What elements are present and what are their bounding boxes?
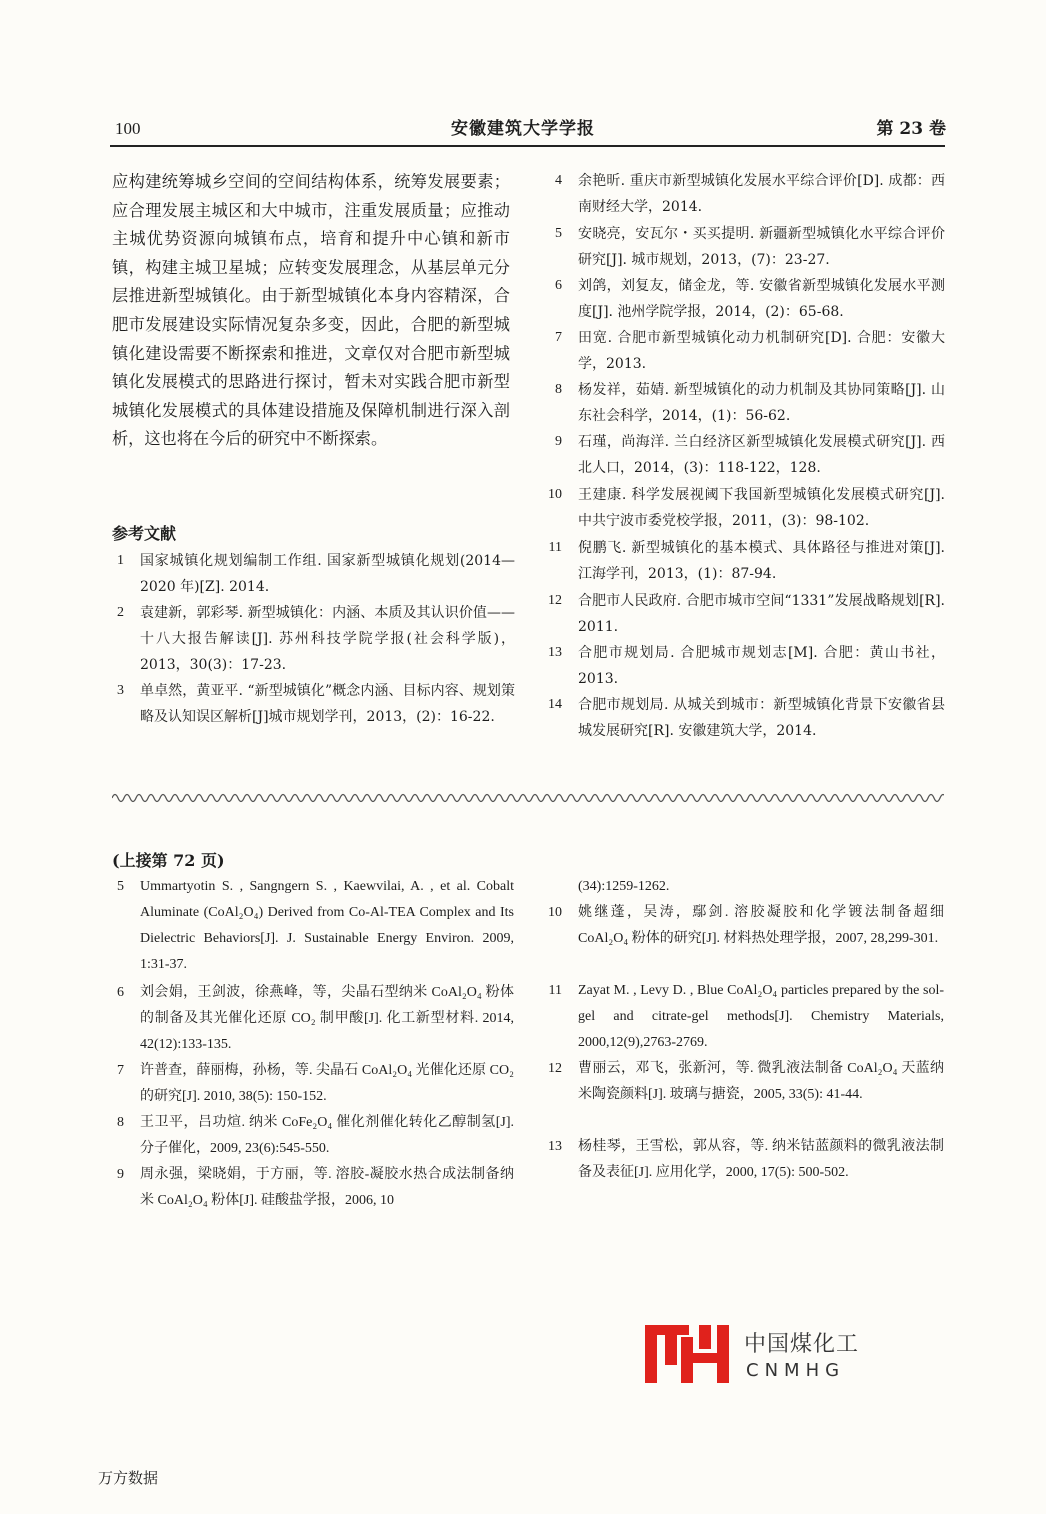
reference-number: 10: [548, 487, 562, 502]
reference-number: 14: [548, 697, 562, 712]
reference-text: 余艳昕. 重庆市新型城镇化发展水平综合评价[D]. 成都：西南财经大学，2014.: [578, 173, 945, 215]
reference-item: [540, 221, 945, 273]
reference-number: 3: [117, 683, 124, 698]
reference-number: 11: [548, 983, 562, 998]
reference-item: [110, 600, 515, 678]
reference-text: 王卫平，吕功煊. 纳米 CoFe₂O₄ 催化剂催化转化乙醇制氢[J]. 分子催化，2009, 23(6):545-550.: [140, 1115, 514, 1156]
reference-item: [540, 978, 944, 1056]
journal-title: 安徽建筑大学学报: [451, 119, 595, 139]
volume-label: 第 23 卷: [876, 119, 946, 139]
reference-text: Ummartyotin S. , Sangngern S. , Kaewvilai, A. , et al. Cobalt Aluminate (CoAl₂O₄) Derived from Co-Al-TEA Complex and Its Dielectric Behaviors[J]. J. Sustainable Energy Environ. 2009, 1:31-37.: [140, 879, 514, 972]
reference-text: 姚继蓬，吴涛，鄢剑. 溶胶凝胶和化学镀法制备超细 CoAl₂O₄ 粉体的研究[J]. 材料热处理学报，2007, 28,299-301.: [578, 905, 944, 946]
reference-number: 9: [555, 434, 562, 449]
reference-number: 8: [555, 382, 562, 397]
reference-text: 周永强，梁晓娟，于方丽，等. 溶胶-凝胶水热合成法制备纳米 CoAl₂O₄ 粉体[J]. 硅酸盐学报，2006, 10: [140, 1167, 514, 1208]
reference-text: 田宽. 合肥市新型城镇化动力机制研究[D]. 合肥：安徽大学，2013.: [578, 330, 945, 372]
wave-divider-icon: [112, 786, 944, 810]
reference-text: 合肥市规划局. 合肥城市规划志[M]. 合肥：黄山书社，2013.: [578, 645, 945, 687]
reference-item: [110, 1110, 514, 1162]
reference-text: 王建康. 科学发展视阈下我国新型城镇化发展模式研究[J]. 中共宁波市委党校学报，2011，(3)：98-102.: [578, 487, 945, 529]
reference-number: 13: [548, 1139, 562, 1154]
reference-item: [540, 273, 945, 325]
cnmhg-logo-icon: [641, 1323, 741, 1387]
reference-item: [110, 1162, 514, 1214]
reference-number: 13: [548, 645, 562, 660]
reference-text: 杨桂琴，王雪松，郭从容，等. 纳米钴蓝颜料的微乳液法制备及表征[J]. 应用化学，2000, 17(5): 500-502.: [578, 1139, 944, 1180]
reference-item: [540, 900, 944, 952]
reference-number: 11: [548, 540, 562, 555]
reference-text: 石瑾，尚海洋. 兰白经济区新型城镇化发展模式研究[J]. 西北人口，2014，(3)：118-122，128.: [578, 434, 945, 476]
reference-text: 倪鹏飞. 新型城镇化的基本模式、具体路径与推进对策[J]. 江海学刊，2013，(1)：87-94.: [578, 540, 945, 582]
reference-item: [540, 692, 945, 744]
reference-continuation: [540, 874, 944, 900]
reference-item: [110, 548, 515, 600]
reference-number: 10: [548, 905, 562, 920]
logo-name-cn: 中国煤化工: [744, 1332, 860, 1357]
reference-text: 安晓亮，安瓦尔・买买提明. 新疆新型城镇化水平综合评价研究[J]. 城市规划，2013，(7)：23-27.: [578, 226, 945, 268]
reference-item: [110, 678, 515, 730]
reference-item: [110, 874, 514, 978]
reference-text: 曹丽云，邓飞，张新河，等. 微乳液法制备 CoAl₂O₄ 天蓝纳米陶瓷颜料[J]. 玻璃与搪瓷，2005, 33(5): 41-44.: [578, 1061, 944, 1102]
reference-text: 刘会娟，王剑波，徐燕峰，等，尖晶石型纳米 CoAl₂O₄ 粉体的制备及其光催化还原 CO₂ 制甲酸[J]. 化工新型材料. 2014, 42(12):133-135.: [140, 985, 514, 1052]
reference-text: 单卓然，黄亚平. “新型城镇化”概念内涵、目标内容、规划策略及认知误区解析[J]城市规划学刊，2013，(2)：16-22.: [140, 683, 515, 725]
reference-text: 袁建新，郭彩琴. 新型城镇化：内涵、本质及其认识价值——十八大报告解读[J]. 苏州科技学院学报(社会科学版)，2013，30(3)：17-23.: [140, 605, 515, 673]
reference-text: 合肥市规划局. 从城关到城市：新型城镇化背景下安徽省县城发展研究[R]. 安徽建筑大学，2014.: [578, 697, 945, 739]
reference-item: [540, 588, 945, 640]
reference-item: [540, 429, 945, 481]
reference-number: 5: [117, 879, 124, 894]
reference-number: 9: [117, 1167, 124, 1182]
reference-item: [540, 535, 945, 587]
reference-item: [540, 377, 945, 429]
body-paragraph: 应构建统筹城乡空间的空间结构体系，统筹发展要素；应合理发展主城区和大中城市，注重发展质量；应推动主城优势资源向城镇布点，培育和提升中心镇和新市镇，构建主城卫星城；应转变发展理念，从基层单元分层推进新型城镇化。由于新型城镇化本身内容精深，合肥市发展建设实际情况复杂多变，因此，合肥的新型城镇化建设需要不断探索和推进，文章仅对合肥市新型城镇化发展模式的思路进行探讨，暂未对实践合肥市新型城镇化发展模式的具体建设措施及保障机制进行深入剖析，这也将在今后的研究中不断探索。: [112, 172, 510, 449]
reference-number: 7: [555, 330, 562, 345]
logo-name-en: CNMHG: [746, 1360, 846, 1381]
decorative-divider: [112, 786, 944, 810]
reference-text: 许普查，薛丽梅，孙杨，等. 尖晶石 CoAl₂O₄ 光催化还原 CO₂ 的研究[J]. 2010, 38(5): 150-152.: [140, 1063, 514, 1104]
continued-heading: (上接第 72 页): [112, 851, 225, 870]
reference-number: 1: [117, 553, 124, 568]
reference-item: [540, 640, 945, 692]
page-number: 100: [115, 119, 141, 138]
reference-item: [110, 980, 514, 1058]
reference-item: [540, 482, 945, 534]
reference-number: 2: [117, 605, 124, 620]
reference-number: 6: [555, 278, 562, 293]
reference-number: 12: [548, 1061, 562, 1076]
reference-text: 杨发祥，茹婧. 新型城镇化的动力机制及其协同策略[J]. 山东社会科学，2014，(1)：56-62.: [578, 382, 945, 424]
reference-item: [110, 1058, 514, 1110]
reference-number: 12: [548, 593, 562, 608]
reference-item: [540, 1056, 944, 1108]
reference-text: 刘鸽，刘复友，储金龙，等. 安徽省新型城镇化发展水平测度[J]. 池州学院学报，2014，(2)：65-68.: [578, 278, 945, 320]
header-rule: [110, 145, 945, 147]
reference-number: 4: [555, 173, 562, 188]
reference-number: 8: [117, 1115, 124, 1130]
reference-item: [540, 168, 945, 220]
reference-text: 合肥市人民政府. 合肥市城市空间“1331”发展战略规划[R]. 2011.: [578, 593, 945, 635]
reference-item: [540, 1134, 944, 1186]
source-watermark: 万方数据: [98, 1469, 159, 1487]
reference-text: Zayat M. , Levy D. , Blue CoAl₂O₄ particles prepared by the sol-gel and citrate-gel methods[J]. Chemistry Materials, 2000,12(9),2763-2769.: [578, 983, 944, 1050]
reference-number: 5: [555, 226, 562, 241]
reference-text: (34):1259-1262.: [578, 879, 670, 894]
reference-item: [540, 325, 945, 377]
reference-number: 7: [117, 1063, 124, 1078]
reference-number: 6: [117, 985, 124, 1000]
reference-text: 国家城镇化规划编制工作组. 国家新型城镇化规划(2014—2020 年)[Z]. 2014.: [140, 553, 515, 595]
references-heading: 参考文献: [112, 524, 177, 543]
